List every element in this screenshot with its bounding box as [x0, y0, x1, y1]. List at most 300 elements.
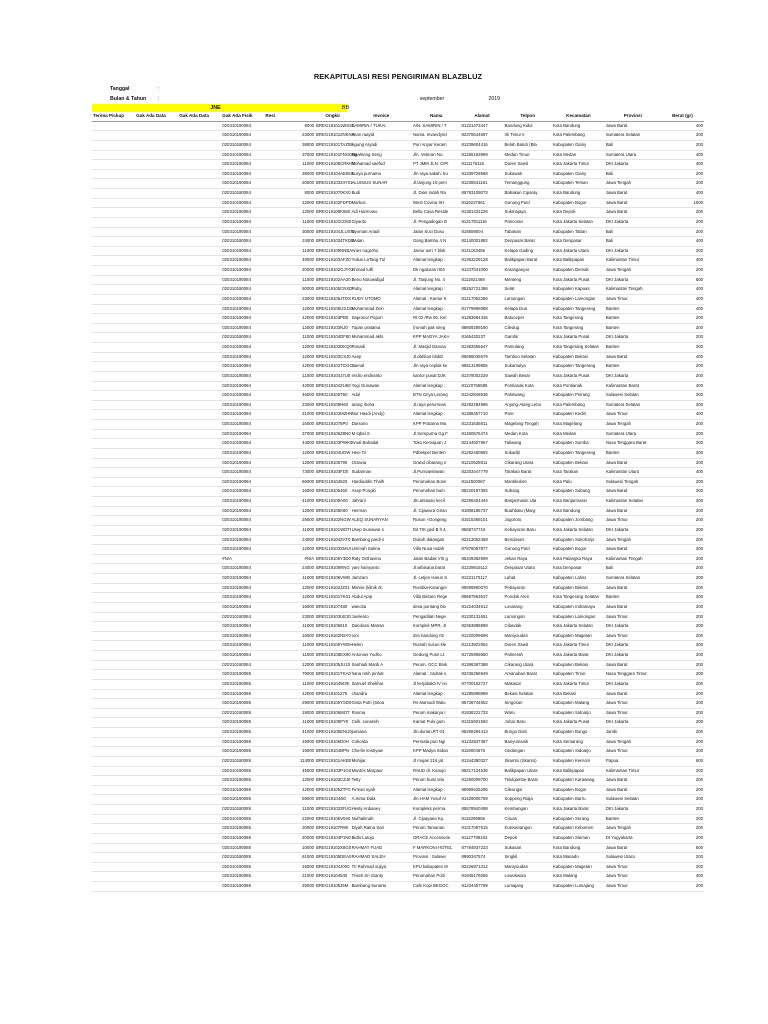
cell-nama: Tri Rahmad sujiya [351, 862, 412, 872]
cell-kota: Kabupaten Bekasi [552, 660, 605, 670]
cell-berat: 400 [661, 352, 704, 362]
status-cell [178, 131, 221, 141]
cell-invoice: BREG19107R90 [315, 824, 351, 834]
cell-kota: Kabupaten Sidoarjo [552, 747, 605, 757]
cell-ongkir: 12000 [264, 458, 315, 468]
courier-code: BB [342, 105, 350, 111]
cell-provinsi: Sumatera Utara [605, 429, 661, 439]
cell-kota: Kota Denpasar [552, 237, 605, 247]
cell-berat: 200 [661, 833, 704, 843]
cell-berat: 200 [661, 718, 704, 728]
cell-provinsi: Banten [605, 323, 661, 333]
cell-telpon: 81242848636 [460, 391, 503, 401]
cell-alamat: Provinsi : Sulawe [412, 853, 460, 863]
cell-invoice: BREG19106EX90 [315, 651, 351, 661]
status-cell [92, 660, 135, 670]
cell-resi: 020310190085 [221, 718, 264, 728]
cell-kecamatan: Denpasar Barat [504, 237, 552, 247]
cell-telpon: 8990347574 [460, 853, 503, 863]
cell-ongkir: 41000 [264, 497, 315, 507]
cell-provinsi: Kalimantan Timur [605, 256, 661, 266]
cell-invoice: BREG19103UE30 [315, 612, 351, 622]
cell-berat: 200 [661, 631, 704, 641]
status-cell [92, 160, 135, 170]
status-cell [92, 776, 135, 786]
cell-kota: Kabupaten Sidoarjo [552, 708, 605, 718]
status-cell [92, 583, 135, 593]
cell-ongkir: 50000 [264, 285, 315, 295]
cell-kecamatan: Kembangan [504, 805, 552, 815]
status-cell [178, 294, 221, 304]
cell-nama: Helen [351, 641, 412, 651]
cell-ongkir: 20000 [264, 266, 315, 276]
table-row [92, 564, 704, 574]
cell-alamat: Jl. Cijawura Giran [412, 506, 460, 516]
cell-nama: Ummah Salma [351, 545, 412, 555]
status-cell [178, 208, 221, 218]
cell-provinsi: Jawa Timur [605, 612, 661, 622]
cell-provinsi: Jawa Barat [605, 189, 661, 199]
cell-berat: 400 [661, 189, 704, 199]
cell-nama: Jahrani [351, 497, 412, 507]
cell-alamat: Dit TIK ged B lt 4, [412, 525, 460, 535]
cell-resi: 020310190084 [221, 487, 264, 497]
status-cell [178, 660, 221, 670]
status-cell [178, 679, 221, 689]
cell-resi: 020310190084 [221, 612, 264, 622]
cell-nama: roni [351, 631, 412, 641]
cell-kecamatan: Sukasari [504, 843, 552, 853]
cell-ongkir: 16000 [264, 602, 315, 612]
cell-telpon: 81210528811 [460, 458, 503, 468]
cell-kota: Kabupaten Kediri [552, 410, 605, 420]
cell-invoice: BREG19106YW5H [315, 641, 351, 651]
cell-berat: 200 [661, 371, 704, 381]
cell-ongkir: 16000 [264, 487, 315, 497]
cell-berat: 400 [661, 237, 704, 247]
cell-alamat: Jainur asri 7 blok [412, 246, 460, 256]
status-cell [92, 612, 135, 622]
cell-kota: Kota Jakarta Pusat [552, 718, 605, 728]
cell-invoice: BREG19106RNG [315, 564, 351, 574]
cell-invoice: BREG19105ZTF0 [315, 785, 351, 795]
status-cell [135, 420, 178, 430]
spreadsheet [92, 70, 704, 892]
cell-telpon: 85217124536 [460, 766, 503, 776]
cell-ongkir: 12000 [264, 593, 315, 603]
cell-kota: Kabupaten Lamongan [552, 294, 605, 304]
cell-nama: RUDY UTOMO [351, 294, 412, 304]
cell-berat: 200 [661, 679, 704, 689]
tanggal-colon: : [158, 86, 160, 92]
cell-nama: Tetty [351, 776, 412, 786]
cell-kecamatan: Depok [504, 833, 552, 843]
cell-alamat: Perumahan bum [412, 487, 460, 497]
status-cell [135, 660, 178, 670]
table-row [92, 679, 704, 689]
status-cell [92, 737, 135, 747]
cell-resi: 020310190084 [221, 516, 264, 526]
cell-ongkir: 19000 [264, 708, 315, 718]
status-cell [92, 275, 135, 285]
table-row [92, 516, 704, 526]
cell-provinsi: Jawa Timur [605, 872, 661, 882]
table-row [92, 814, 704, 824]
cell-telpon: 81247041000 [460, 266, 503, 276]
cell-telpon: 85793109073 [460, 189, 503, 199]
cell-provinsi: Jawa Tengah [605, 824, 661, 834]
cell-nama: Firman syah [351, 785, 412, 795]
cell-provinsi: Jawa Barat [605, 487, 661, 497]
cell-invoice: BREG19109NNBA [315, 246, 351, 256]
table-row [92, 795, 704, 805]
cell-resi: 020310190085 [221, 785, 264, 795]
cell-kecamatan: Makasar [504, 679, 552, 689]
cell-alamat: Alamat lengkap : [412, 285, 460, 295]
cell-nama: Amal Bahadal [351, 439, 412, 449]
header-gak-ada-data-1: Gak Ada Data [135, 112, 178, 121]
table-row [92, 882, 704, 892]
cell-berat: 200 [661, 343, 704, 353]
status-cell [92, 718, 135, 728]
cell-kecamatan: Losarang [504, 602, 552, 612]
table-row [92, 747, 704, 757]
cell-kecamatan: Babakan Ciparay [504, 189, 552, 199]
cell-alamat: dsn bandung rt2 [412, 631, 460, 641]
status-cell [92, 795, 135, 805]
status-cell [178, 602, 221, 612]
cell-telpon: 8115295956 [460, 814, 503, 824]
cell-provinsi: Kalimantan Barat [605, 381, 661, 391]
cell-alamat: Jl. Letjen Harun S [412, 574, 460, 584]
cell-alamat: Jln.antasan kecil [412, 497, 460, 507]
cell-nama: Muhammad Zein [351, 304, 412, 314]
table-row [92, 612, 704, 622]
cell-invoice: BREG1910334Y01 [315, 179, 351, 189]
cell-berat: 600 [661, 756, 704, 766]
status-cell [178, 246, 221, 256]
cell-invoice: BREG19105ENU0 [315, 728, 351, 738]
table-row [92, 400, 704, 410]
cell-ongkir: 73000 [264, 468, 315, 478]
cell-telpon: 8121163456 [460, 246, 503, 256]
cell-kota: Kota Bekasi [552, 689, 605, 699]
cell-berat: 200 [661, 448, 704, 458]
cell-resi: 020310190084 [221, 506, 264, 516]
status-cell [178, 304, 221, 314]
cell-kota: Kota Jakarta Pusat [552, 275, 605, 285]
cell-kota: Kota Medan [552, 429, 605, 439]
cell-provinsi: Sumatera Utara [605, 150, 661, 160]
cell-resi: 020310190084 [221, 285, 264, 295]
status-cell [178, 140, 221, 150]
cell-nama: ALUISIUS SUNAR [351, 179, 412, 189]
cell-telpon: 81317097515 [460, 824, 503, 834]
cell-ongkir: 11000 [264, 371, 315, 381]
table-row [92, 314, 704, 324]
status-cell [92, 179, 135, 189]
status-cell [92, 689, 135, 699]
cell-provinsi: Bali [605, 237, 661, 247]
cell-alamat: A/N. SAMIRIN / T [412, 121, 460, 131]
cell-berat: 200 [661, 439, 704, 449]
cell-kota: Kota Tangerang [552, 323, 605, 333]
status-cell [178, 371, 221, 381]
cell-resi: 020310190085 [221, 843, 264, 853]
cell-kecamatan: Gedangan [504, 747, 552, 757]
status-cell [135, 169, 178, 179]
cell-kota: Kota Jakarta Selatan [552, 622, 605, 632]
cell-telpon: 81232837387 [460, 737, 503, 747]
cell-resi: 020310190085 [221, 776, 264, 786]
cell-kecamatan: Anjung-Alang Lebu [504, 400, 552, 410]
cell-telpon: 82255404444 [460, 497, 503, 507]
cell-ongkir: 23000 [264, 294, 315, 304]
courier-label: JNE [92, 104, 339, 112]
cell-provinsi: Jawa Timur [605, 410, 661, 420]
cell-telpon: 81221473447 [460, 121, 503, 131]
cell-invoice: BREG19105460 [315, 487, 351, 497]
cell-berat: 200 [661, 227, 704, 237]
cell-kota: Kabupaten Sumba [552, 439, 605, 449]
status-cell [135, 275, 178, 285]
table-row [92, 477, 704, 487]
cell-resi: 020310190084 [221, 352, 264, 362]
cell-ongkir: 30000 [264, 227, 315, 237]
cell-alamat: Dukuh dalangan [412, 535, 460, 545]
table-row [92, 805, 704, 815]
cell-alamat: Grand cibarang n [412, 458, 460, 468]
cell-nama: Abdul Apip [351, 593, 412, 603]
cell-kota: Kota Jakarta Utara [552, 246, 605, 256]
cell-provinsi: Kalimantan Selatan [605, 497, 661, 507]
cell-ongkir: 12000 [264, 352, 315, 362]
status-cell [178, 352, 221, 362]
table-row [92, 429, 704, 439]
table-row [92, 651, 704, 661]
cell-berat: 200 [661, 728, 704, 738]
cell-provinsi: Jawa Tengah [605, 179, 661, 189]
table-row [92, 737, 704, 747]
status-cell [135, 583, 178, 593]
cell-telpon: 81378002229 [460, 371, 503, 381]
cell-berat: 200 [661, 429, 704, 439]
cell-berat: 200 [661, 333, 704, 343]
cell-invoice: BREG19107480 [315, 602, 351, 612]
cell-provinsi: DKI Jakarta [605, 651, 661, 661]
cell-alamat: Alamat : zadrak s [412, 670, 460, 680]
cell-resi: 020310190084 [221, 448, 264, 458]
cell-berat: 200 [661, 362, 704, 372]
cell-resi: 020310190084 [221, 371, 264, 381]
cell-nama: Asep [351, 352, 412, 362]
cell-alamat: Alamat lengkap : [412, 689, 460, 699]
cell-kecamatan: Belah Batuh (Bla [504, 140, 552, 150]
cell-kecamatan: Skamto (Skanto) [504, 756, 552, 766]
cell-alamat: Jl kerjabakti IV no [412, 679, 460, 689]
cell-kecamatan: Sukawati [504, 169, 552, 179]
cell-provinsi: Kalimantan Tengah [605, 554, 661, 564]
cell-ongkir: 79000 [264, 670, 315, 680]
cell-invoice: BREG19104UDW [315, 448, 351, 458]
cell-alamat: Rs Marsudi Walu [412, 699, 460, 709]
cell-provinsi: Jawa Barat [605, 602, 661, 612]
cell-ongkir: #N/A [264, 554, 315, 564]
cell-kota: Kabupaten Keerom [552, 756, 605, 766]
status-cell [135, 179, 178, 189]
cell-telpon: 81386387388 [460, 660, 503, 670]
cell-ongkir: 45000 [264, 766, 315, 776]
cell-kecamatan: Bungo Dani [504, 728, 552, 738]
cell-invoice: BREG19106K80 [315, 506, 351, 516]
cell-resi: 020310190084 [221, 641, 264, 651]
cell-nama: Octavia [351, 458, 412, 468]
cell-nama: Adol [351, 391, 412, 401]
cell-nama: Samuel Shekhar [351, 679, 412, 689]
cell-provinsi: Papua [605, 756, 661, 766]
cell-ongkir: 12000 [264, 506, 315, 516]
cell-invoice: BREG19106USJ30 [315, 304, 351, 314]
status-cell [92, 679, 135, 689]
status-cell [178, 814, 221, 824]
cell-nama: jumiana [351, 728, 412, 738]
cell-invoice: BREG191011WSSL [315, 121, 351, 131]
cell-provinsi: Jawa Timur [605, 862, 661, 872]
cell-kota: Kota Tangerang Selatan [552, 343, 605, 353]
cell-kota: Kota Jakarta Timur [552, 160, 605, 170]
cell-resi: 020310190084 [221, 121, 264, 131]
cell-invoice: BREG19104BPN [315, 747, 351, 757]
status-cell [178, 217, 221, 227]
cell-telpon: 81315601592 [460, 718, 503, 728]
cell-alamat: Alamat lengkap : [412, 304, 460, 314]
cell-invoice: BREG19106Z8N0 [315, 429, 351, 439]
status-cell [178, 631, 221, 641]
status-cell [92, 805, 135, 815]
cell-resi: 020310190084 [221, 160, 264, 170]
status-cell [135, 641, 178, 651]
cell-invoice: BREG19102JZ01 [315, 583, 351, 593]
cell-nama: Antonius Yudho [351, 651, 412, 661]
cell-provinsi: Sulawesi Selatan [605, 391, 661, 401]
cell-kota: Kota Magelang [552, 420, 605, 430]
cell-ongkir: 24000 [264, 535, 315, 545]
cell-telpon: 8111176116 [460, 160, 503, 170]
cell-kota: Kota Manado [552, 853, 605, 863]
cell-ongkir: 29000 [264, 516, 315, 526]
cell-kota: Kota Tangerang [552, 314, 605, 324]
cell-nama: Heni Tri [351, 448, 412, 458]
cell-berat: 200 [661, 795, 704, 805]
cell-berat: 200 [661, 246, 704, 256]
status-cell [178, 525, 221, 535]
cell-kecamatan: Bekasi Selatan [504, 689, 552, 699]
table-row [92, 554, 704, 564]
cell-kota: Kota Balikpapan [552, 256, 605, 266]
cell-provinsi: Jawa Barat [605, 198, 661, 208]
cell-kecamatan: Waru [504, 708, 552, 718]
cell-kota: Kabupaten Magetan [552, 862, 605, 872]
cell-kota: Kabupaten Lahat [552, 574, 605, 584]
status-cell [135, 208, 178, 218]
cell-kecamatan: Kutowinangun [504, 824, 552, 834]
cell-berat: 200 [661, 497, 704, 507]
cell-ongkir: 21000 [264, 872, 315, 882]
cell-berat: 200 [661, 208, 704, 218]
cell-telpon: 81382555647 [460, 343, 503, 353]
status-cell [135, 872, 178, 882]
status-cell [92, 323, 135, 333]
cell-nama: Nurhalimah [351, 814, 412, 824]
cell-kota: Kota Tangerang Selatan [552, 593, 605, 603]
cell-resi: 020310190084 [221, 525, 264, 535]
cell-berat: 200 [661, 660, 704, 670]
cell-telpon: 81224034612 [460, 602, 503, 612]
status-cell [135, 150, 178, 160]
bulan-value: september [419, 96, 445, 102]
header-provinsi: Provinsi [605, 112, 661, 121]
cell-nama: Mantris Marpaur [351, 766, 412, 776]
cell-provinsi: DKI Jakarta [605, 525, 661, 535]
cell-alamat: PT JMM JLN. CIPI [412, 160, 460, 170]
status-cell [92, 439, 135, 449]
cell-ongkir: 11000 [264, 275, 315, 285]
table-row [92, 843, 704, 853]
cell-invoice: BREG19105DEA0 [315, 853, 351, 863]
cell-kota: Kota Jakarta Selatan [552, 217, 605, 227]
cell-kota: Kabupaten Bogor [552, 198, 605, 208]
status-cell [92, 131, 135, 141]
status-cell [178, 882, 221, 892]
cell-ongkir: 11000 [264, 574, 315, 584]
cell-provinsi: DKI Jakarta [605, 371, 661, 381]
table-row [92, 150, 704, 160]
cell-nama: wancita [351, 602, 412, 612]
cell-provinsi: DKI Jakarta [605, 333, 661, 343]
status-cell [178, 545, 221, 555]
cell-alamat: Perum bumi telu [412, 776, 460, 786]
cell-kota: Kota Bandung [552, 506, 605, 516]
cell-kecamatan: Lamongan [504, 294, 552, 304]
cell-resi: 020310190084 [221, 150, 264, 160]
cell-ongkir: 22000 [264, 814, 315, 824]
cell-invoice: BREG19105T50 [315, 391, 351, 401]
cell-nama: Ahmad lutfi [351, 266, 412, 276]
cell-kota: Kota Denpasar [552, 564, 605, 574]
cell-invoice: BREG19105790 [315, 458, 351, 468]
cell-provinsi: DKI Jakarta [605, 217, 661, 227]
cell-berat: 200 [661, 458, 704, 468]
cell-invoice: BREG19103AFZ0 [315, 256, 351, 266]
status-cell [178, 381, 221, 391]
status-cell [178, 554, 221, 564]
cell-alamat: Kamat Pulo gum [412, 718, 460, 728]
status-cell [92, 497, 135, 507]
table-row [92, 660, 704, 670]
status-cell [92, 641, 135, 651]
cell-ongkir: 29000 [264, 699, 315, 709]
status-cell [135, 708, 178, 718]
status-cell [135, 304, 178, 314]
status-cell [92, 766, 135, 776]
cell-alamat: Cafe Kopi BEGOC [412, 882, 460, 892]
cell-kota: Kabupaten Jombang [552, 516, 605, 526]
status-cell [135, 535, 178, 545]
status-cell [92, 545, 135, 555]
cell-kecamatan: Sawah Besar [504, 371, 552, 381]
status-cell [178, 708, 221, 718]
status-cell [178, 439, 221, 449]
